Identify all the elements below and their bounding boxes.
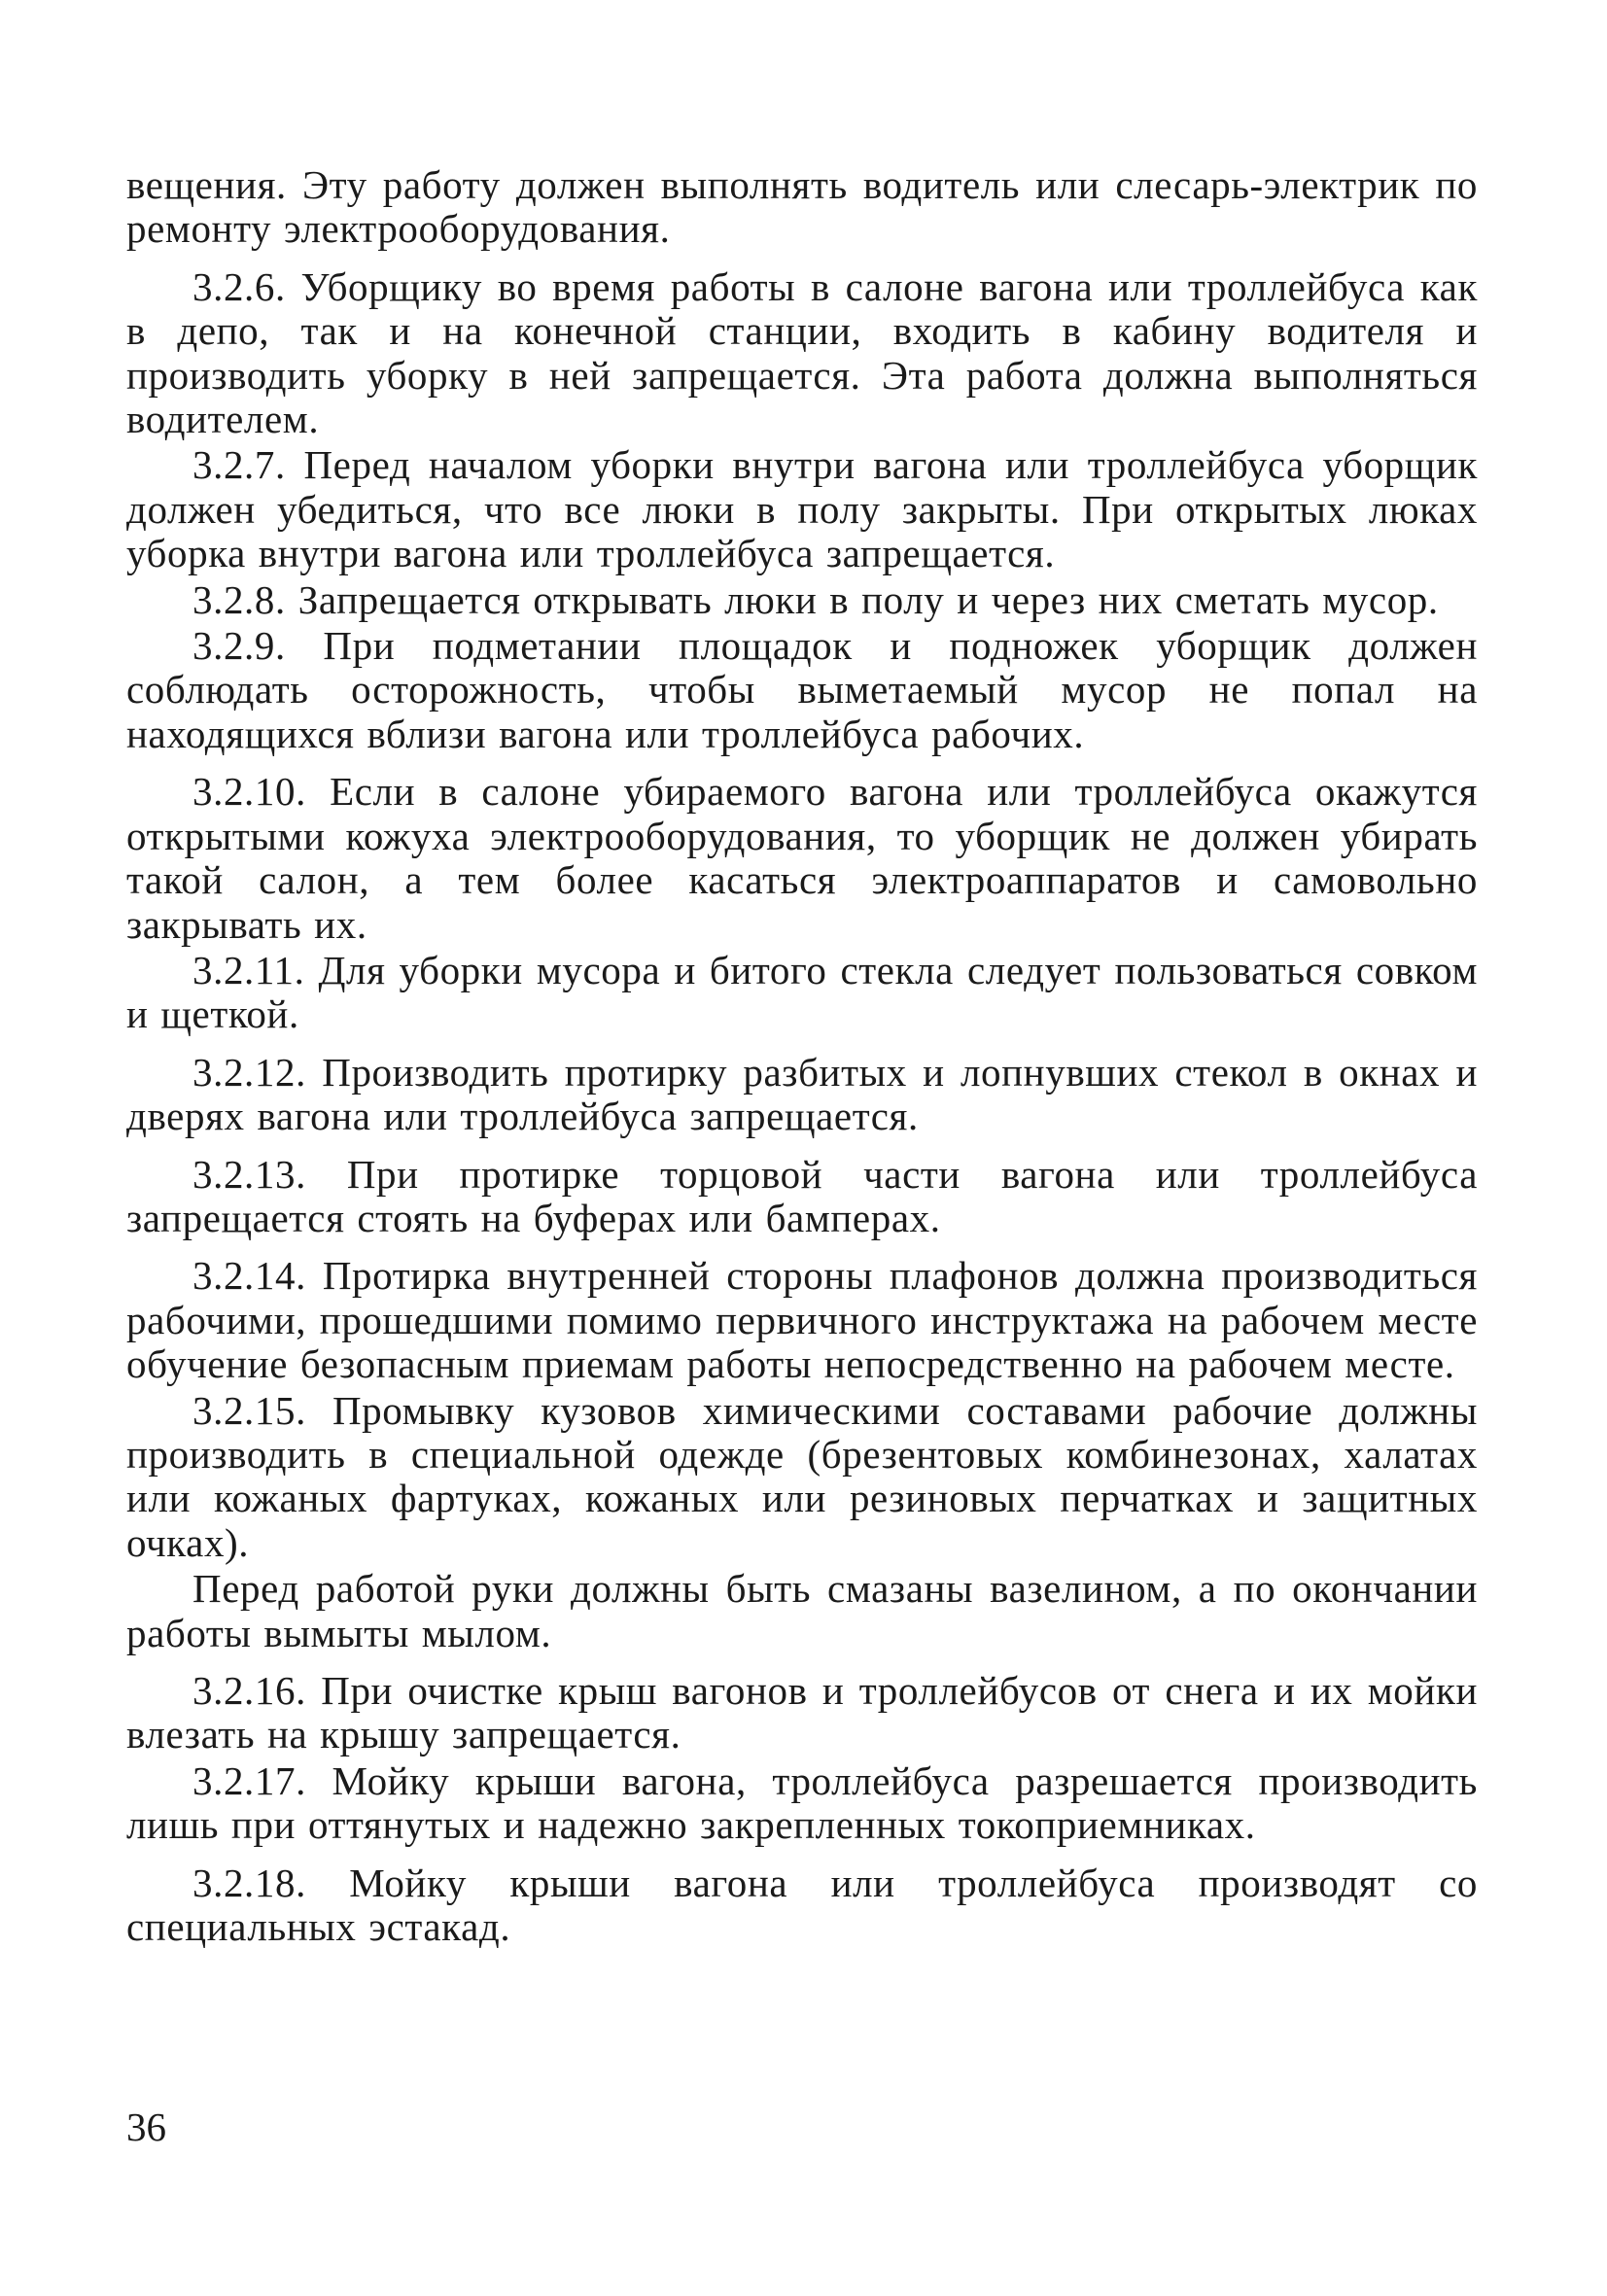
paragraph-3-2-13: 3.2.13. При протирке торцовой части вагона или троллейбуса запрещается стоять на буферах или бамперах. xyxy=(126,1151,1478,1240)
paragraph-3-2-14: 3.2.14. Протирка внутренней стороны плафонов должна производиться рабочими, прошедшими помимо первичного инструктажа на рабочем месте обучение безопасным приемам работы непосредственно на рабочем месте. xyxy=(126,1253,1478,1387)
paragraph-3-2-8: 3.2.8. Запрещается открывать люки в полу и через них сметать мусор. xyxy=(192,576,1439,622)
paragraph-continuation: вещения. Эту работу должен выполнять водитель или слесарь-электрик по ремонту электрооборудования. xyxy=(126,162,1478,252)
page-number: 36 xyxy=(126,2105,166,2149)
paragraph-3-2-15: 3.2.15. Промывку кузовов химическими составами рабочие должны производить в специальной одежде (брезентовых комбинезонах, халатах или кожаных фартуках, кожаных или резиновых перчатках и защитных очках). xyxy=(126,1387,1478,1565)
paragraph-3-2-7: 3.2.7. Перед началом уборки внутри вагона или троллейбуса уборщик должен убедиться, что все люки в полу закрыты. При открытых люках уборка внутри вагона или троллейбуса запрещается. xyxy=(126,442,1478,576)
paragraph-3-2-17: 3.2.17. Мойку крыши вагона, троллейбуса разрешается производить лишь при оттянутых и надежно закрепленных токоприемниках. xyxy=(126,1757,1478,1848)
paragraph-3-2-11: 3.2.11. Для уборки мусора и битого стекла следует пользоваться совком и щеткой. xyxy=(126,947,1478,1037)
paragraph-before-work: Перед работой руки должны быть смазаны вазелином, а по окончании работы вымыты мылом. xyxy=(126,1566,1478,1655)
paragraph-3-2-18: 3.2.18. Мойку крыши вагона или троллейбуса производят со специальных эстакад. xyxy=(126,1860,1478,1950)
document-page xyxy=(126,163,1478,1949)
paragraph-3-2-9: 3.2.9. При подметании площадок и подножек уборщик должен соблюдать осторожность, чтобы выметаемый мусор не попал на находящихся вблизи вагона или троллейбуса рабочих. xyxy=(126,623,1478,756)
paragraph-3-2-6: 3.2.6. Уборщику во время работы в салоне вагона или троллейбуса как в депо, так и на конечной станции, входить в кабину водителя и производить уборку в ней запрещается. Эта работа должна выполняться водителем. xyxy=(126,263,1478,442)
paragraph-3-2-16: 3.2.16. При очистке крыш вагонов и троллейбусов от снега и их мойки влезать на крышу запрещается. xyxy=(126,1668,1478,1757)
paragraph-3-2-10: 3.2.10. Если в салоне убираемого вагона или троллейбуса окажутся открытыми кожуха электрооборудования, то уборщик не должен убирать такой салон, а тем более касаться электроаппаратов и самовольно закрывать их. xyxy=(126,769,1478,947)
paragraph-3-2-12: 3.2.12. Производить протирку разбитых и лопнувших стекол в окнах и дверях вагона или троллейбуса запрещается. xyxy=(126,1049,1478,1139)
